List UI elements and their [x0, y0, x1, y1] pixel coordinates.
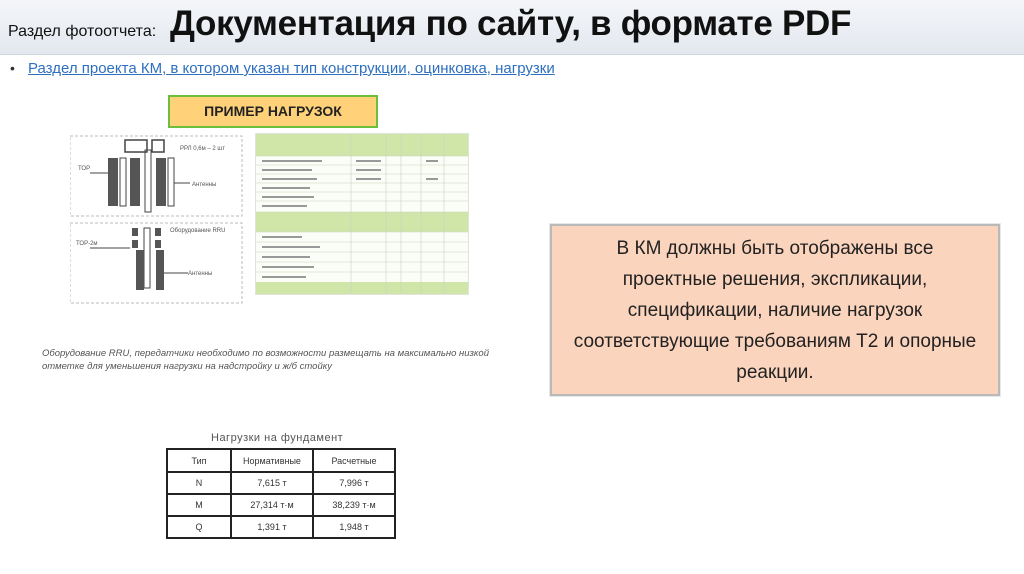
- cell-type: N: [167, 472, 231, 494]
- title-prefix: Раздел фотоотчета:: [8, 23, 157, 40]
- spreadsheet-grid: [256, 134, 468, 294]
- page-title: Документация по сайту, в формате PDF: [170, 4, 852, 43]
- header-type: Тип: [167, 449, 231, 472]
- table-row: [167, 516, 395, 538]
- header-normative: Нормативные: [231, 449, 313, 472]
- bullet-marker: •: [10, 60, 15, 76]
- table-header-row: [167, 449, 395, 472]
- rrl-label: РРЛ 0,6м – 2 шт: [180, 146, 225, 152]
- antenna-label: Антенны: [192, 182, 217, 188]
- rru-label: Оборудование RRU: [170, 228, 226, 234]
- cell-type: M: [167, 494, 231, 516]
- cell-normative: 27,314 т·м: [231, 494, 313, 516]
- cell-type: Q: [167, 516, 231, 538]
- antenna2-label: Антенны: [188, 271, 213, 277]
- foundation-loads-title: Нагрузки на фундамент: [211, 432, 344, 444]
- top2-label: ТОР-2м: [76, 241, 98, 247]
- header-design: Расчетные: [313, 449, 395, 472]
- foundation-loads-table: [166, 448, 396, 539]
- callout-text: В КМ должны быть отображены все проектные решения, экспликации, спецификации, наличие нагрузок соответствующие требованиям Т2 и опорные реакции.: [573, 237, 977, 383]
- cell-design: 38,239 т·м: [313, 494, 395, 516]
- cell-design: 7,996 т: [313, 472, 395, 494]
- top-label: ТОР: [78, 166, 91, 172]
- km-section-link[interactable]: Раздел проекта КМ, в котором указан тип конструкции, оцинковка, нагрузки: [28, 60, 555, 77]
- cell-normative: 7,615 т: [231, 472, 313, 494]
- cell-normative: 1,391 т: [231, 516, 313, 538]
- table-row: [167, 494, 395, 516]
- equipment-loads-spreadsheet: [255, 133, 469, 295]
- requirements-callout: [550, 224, 1000, 396]
- rru-placement-note: Оборудование RRU, передатчики необходимо по возможности размещать на максимально низкой отметке для уменьшения нагрузки на надстройку и ж/б стойку: [42, 348, 489, 372]
- antenna-mount-diagram: [70, 128, 250, 308]
- cell-design: 1,948 т: [313, 516, 395, 538]
- title-bar: [0, 0, 1024, 55]
- sample-loads-label: ПРИМЕР НАГРУЗОК: [168, 95, 378, 128]
- table-row: [167, 472, 395, 494]
